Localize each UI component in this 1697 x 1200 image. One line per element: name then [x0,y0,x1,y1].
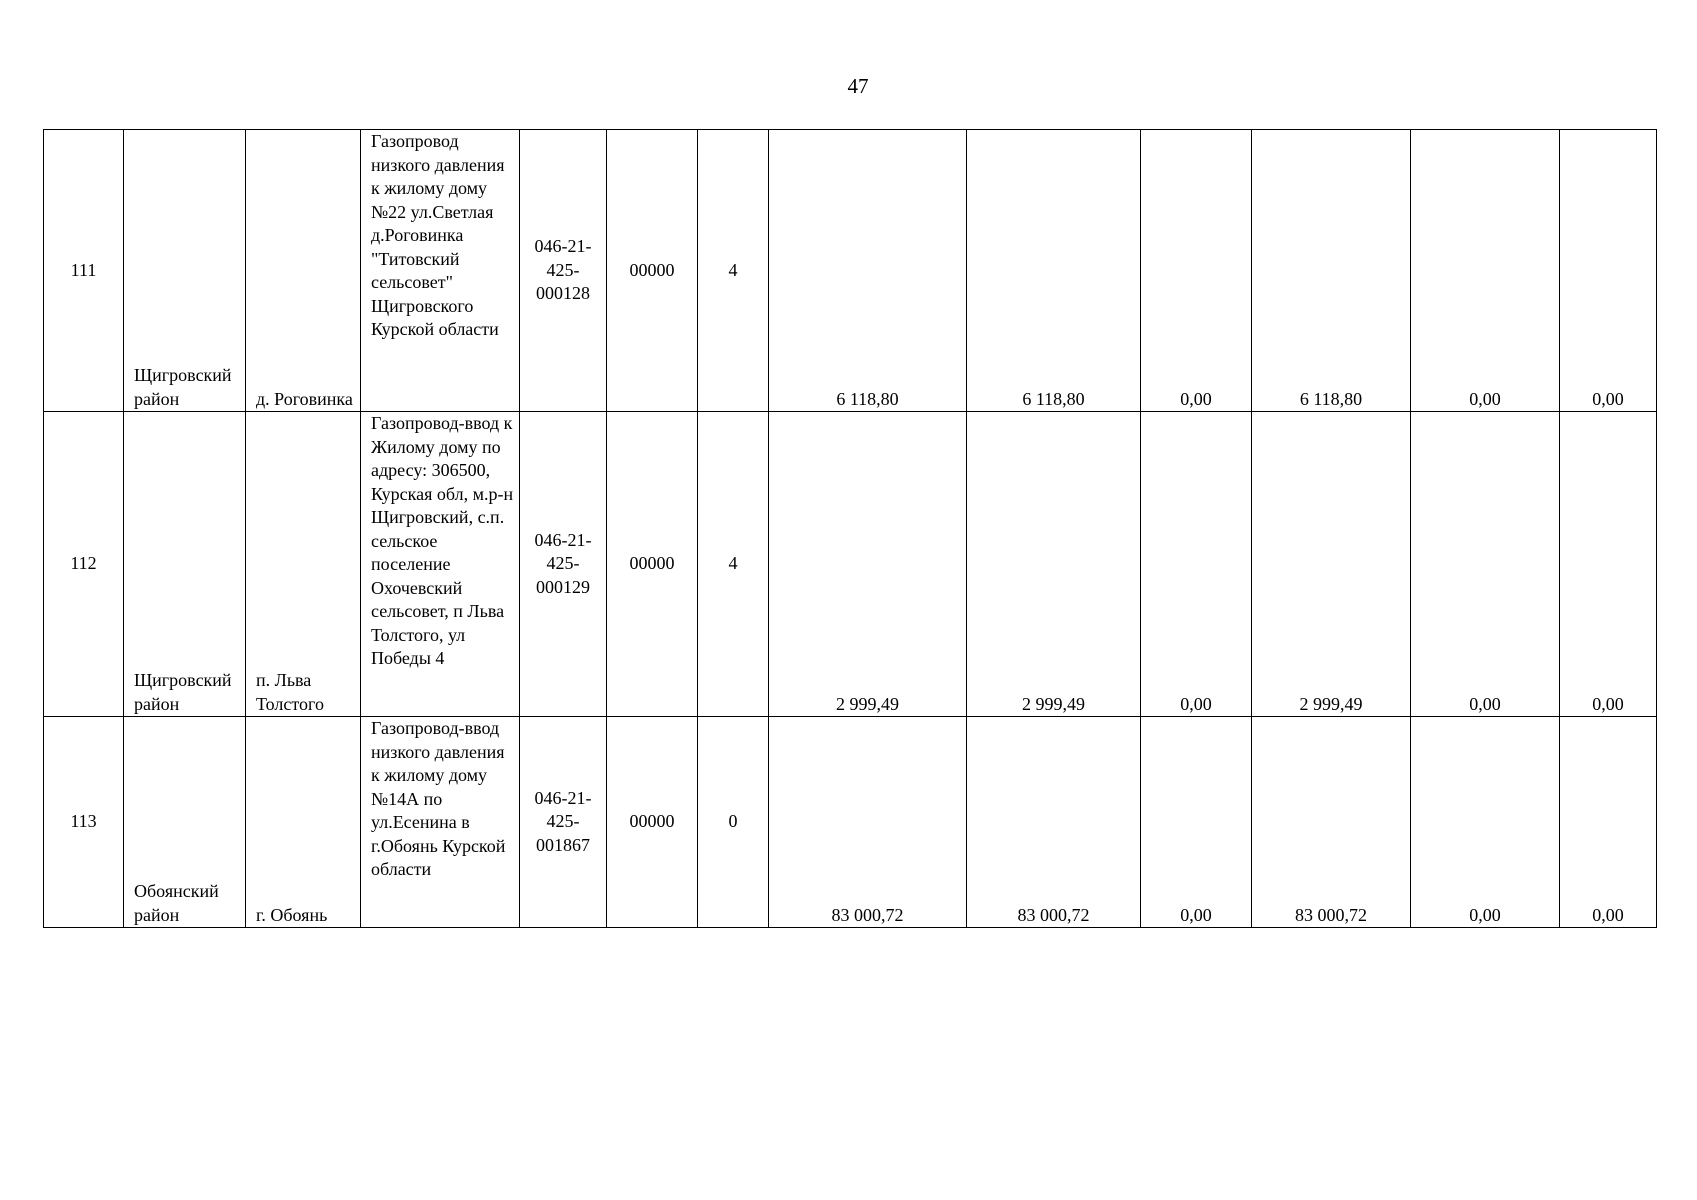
table-row [44,717,1657,928]
zero-code-cell: 00000 [607,717,698,928]
amount-cell-1: 2 999,49 [769,412,967,717]
description-cell: Газопровод-ввод к Жилому дому по адресу: 306500, Курская обл, м.р-н Щигровский, с.п. сельское поселение Охочевский сельсовет, п Льва Толстого, ул Победы 4 [361,412,520,717]
page-number: 47 [847,74,869,98]
count-cell: 4 [698,412,769,717]
table-row [44,130,1657,412]
district-cell: Щигровский район [124,130,246,412]
zero-code-cell: 00000 [607,130,698,412]
row-number: 111 [44,130,124,412]
amount-cell-6: 0,00 [1560,412,1657,717]
code-cell: 046-21-425-000128 [520,130,607,412]
count-cell: 0 [698,717,769,928]
table-row [44,412,1657,717]
amount-cell-4: 2 999,49 [1252,412,1411,717]
amount-cell-5: 0,00 [1411,412,1560,717]
locality-cell: г. Обоянь [246,717,361,928]
amount-cell-2: 83 000,72 [967,717,1141,928]
amount-cell-1: 83 000,72 [769,717,967,928]
amount-cell-6: 0,00 [1560,130,1657,412]
amount-cell-2: 6 118,80 [967,130,1141,412]
code-cell: 046-21-425-001867 [520,717,607,928]
locality-cell: д. Роговинка [246,130,361,412]
amount-cell-3: 0,00 [1141,717,1252,928]
amount-cell-3: 0,00 [1141,412,1252,717]
code-cell: 046-21-425-000129 [520,412,607,717]
amount-cell-1: 6 118,80 [769,130,967,412]
row-number: 112 [44,412,124,717]
zero-code-cell: 00000 [607,412,698,717]
count-cell: 4 [698,130,769,412]
amount-cell-2: 2 999,49 [967,412,1141,717]
data-table [43,129,1657,928]
amount-cell-4: 6 118,80 [1252,130,1411,412]
description-cell: Газопровод низкого давления к жилому дому №22 ул.Светлая д.Роговинка "Титовский сельсовет" Щигровского Курской области [361,130,520,412]
district-cell: Щигровский район [124,412,246,717]
amount-cell-5: 0,00 [1411,130,1560,412]
amount-cell-4: 83 000,72 [1252,717,1411,928]
row-number: 113 [44,717,124,928]
district-cell: Обоянский район [124,717,246,928]
amount-cell-6: 0,00 [1560,717,1657,928]
locality-cell: п. Льва Толстого [246,412,361,717]
amount-cell-5: 0,00 [1411,717,1560,928]
description-cell: Газопровод-ввод низкого давления к жилому дому №14А по ул.Есенина в г.Обоянь Курской области [361,717,520,928]
amount-cell-3: 0,00 [1141,130,1252,412]
